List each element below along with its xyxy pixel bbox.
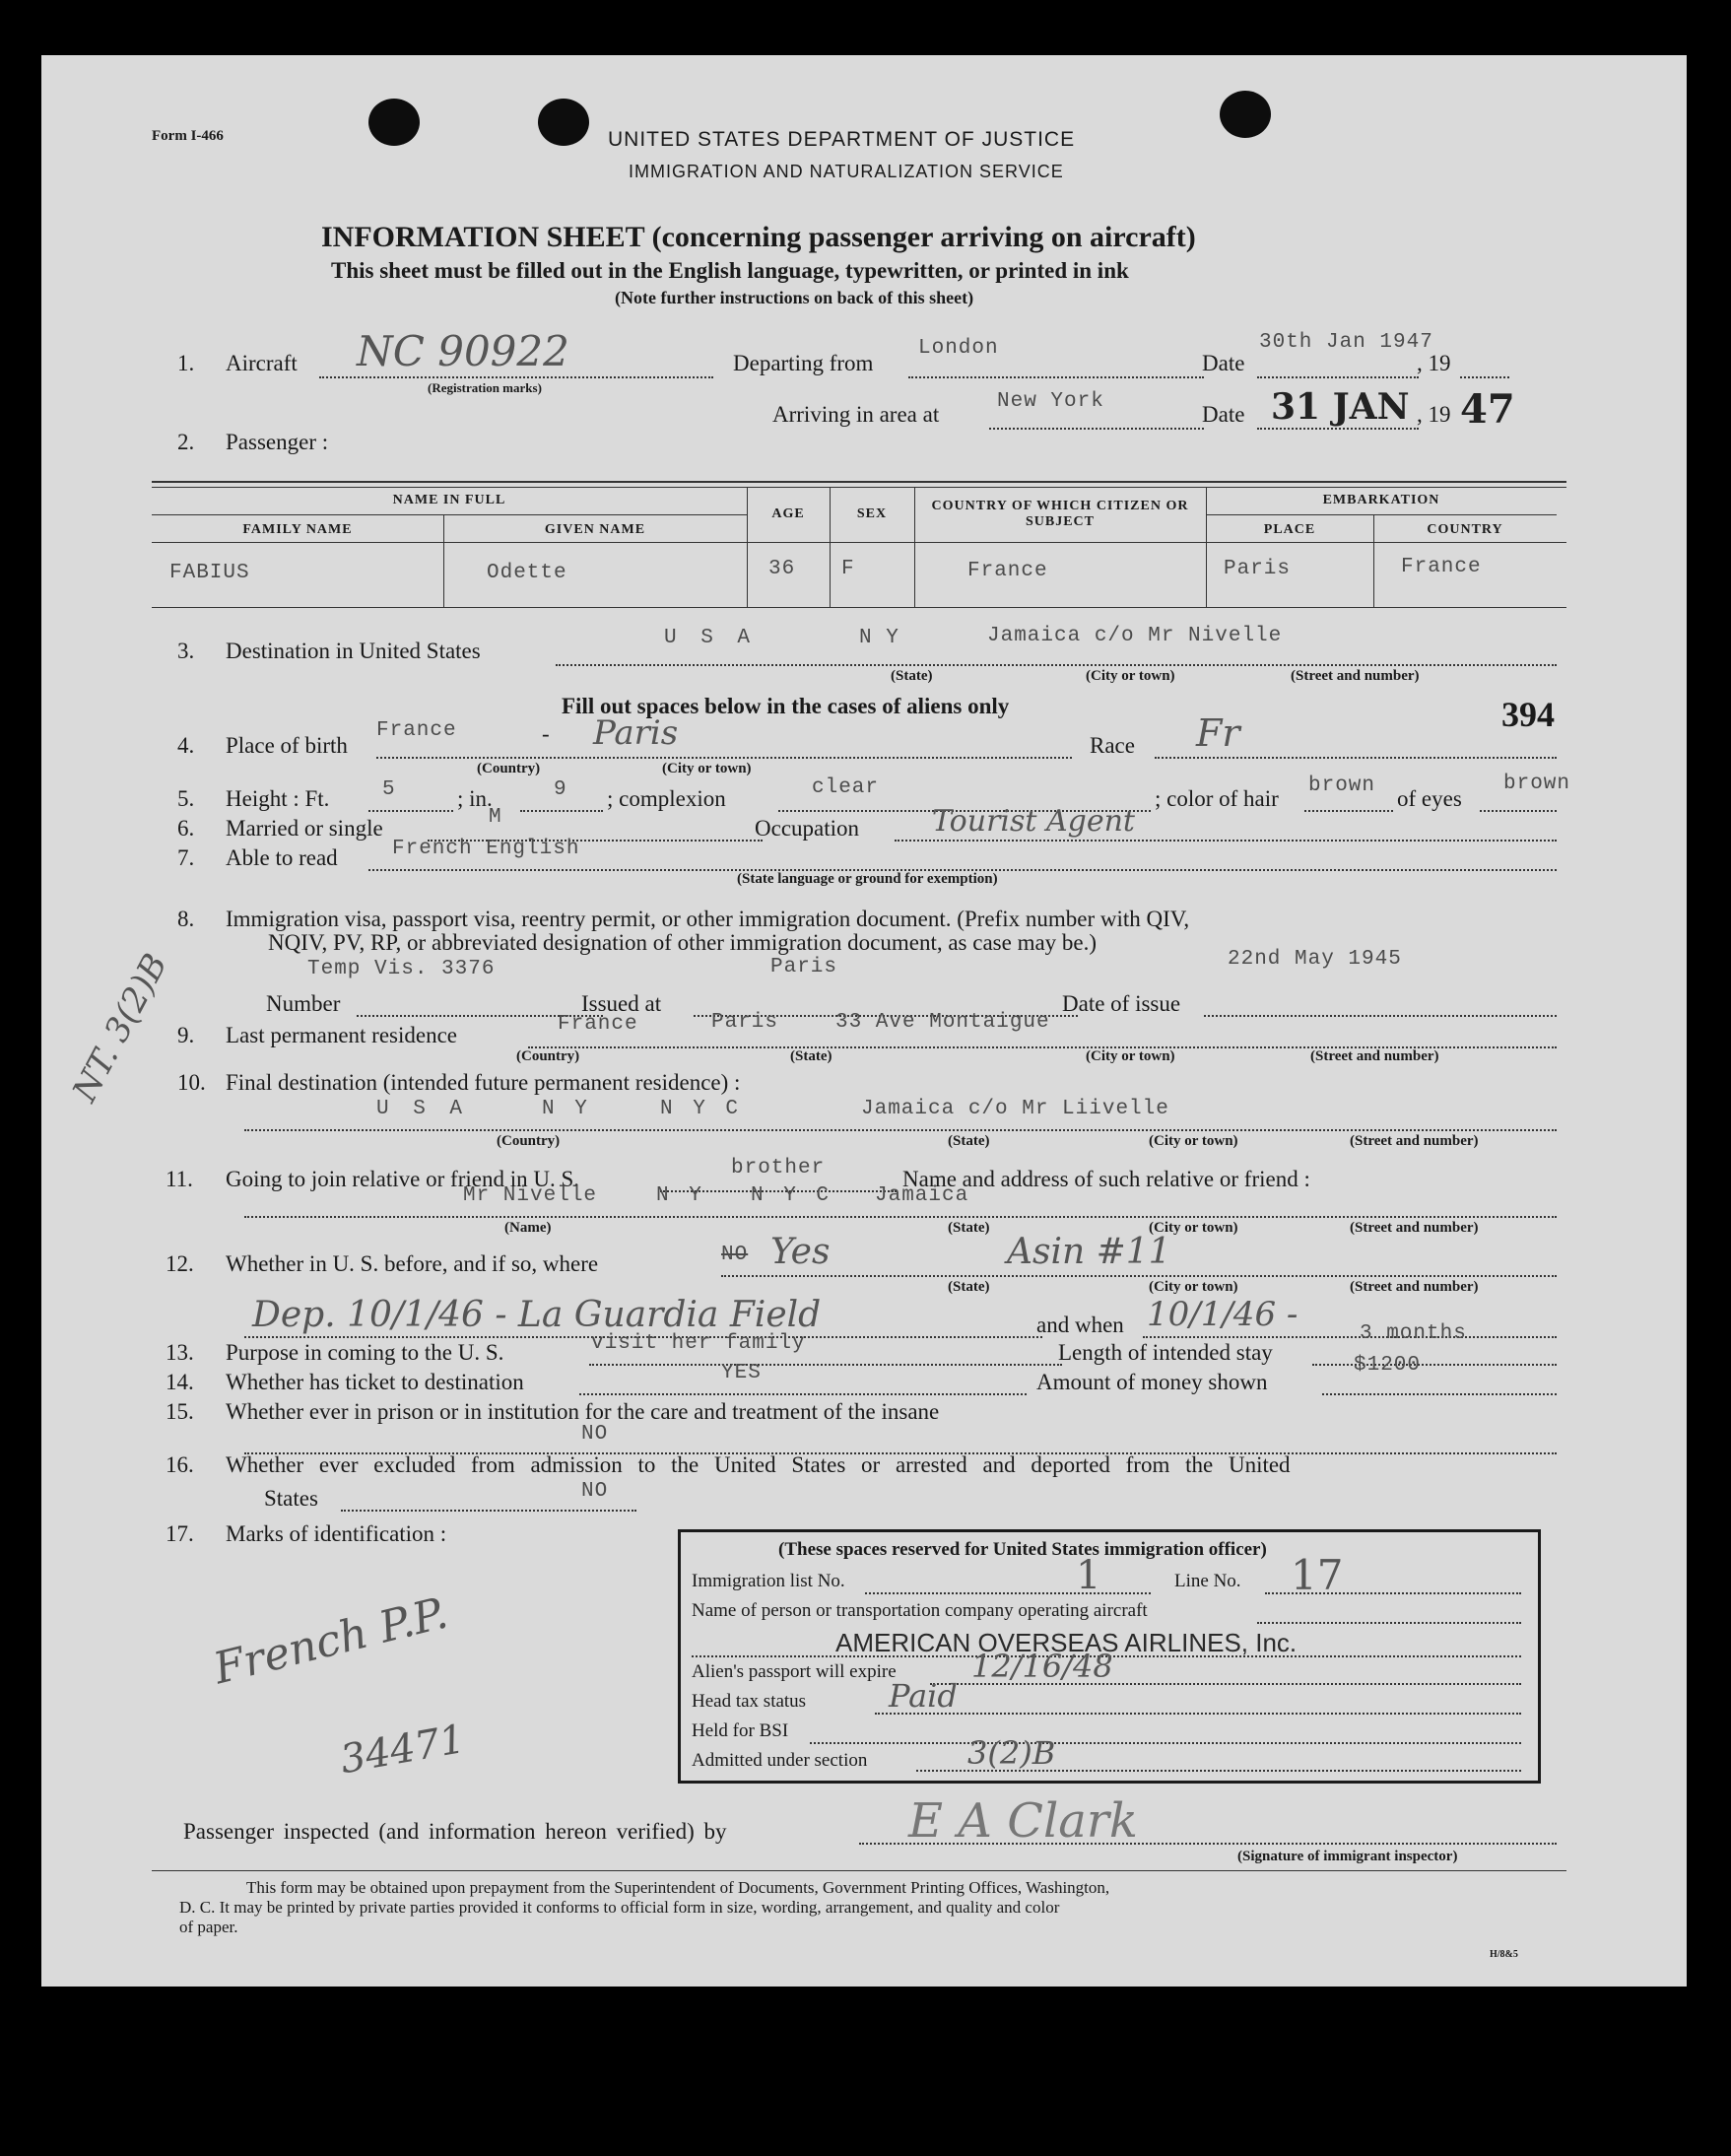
- caption: (Name): [504, 1220, 552, 1236]
- inches-label: ; in.: [457, 786, 493, 811]
- date-of-issue-label: Date of issue: [1062, 991, 1181, 1016]
- department-name: UNITED STATES DEPARTMENT OF JUSTICE: [608, 128, 1076, 151]
- purpose-label: Purpose in coming to the U. S.: [226, 1340, 504, 1365]
- departure-date-value: 30th Jan 1947: [1259, 331, 1433, 354]
- when-label: and when: [1036, 1313, 1124, 1337]
- headtax-label: Head tax status: [692, 1691, 807, 1712]
- dash: -: [542, 721, 550, 746]
- relation-value: brother: [731, 1157, 826, 1179]
- item-number: 11.: [166, 1167, 193, 1191]
- departing-value: London: [918, 337, 999, 360]
- previous-visit-label: Whether in U. S. before, and if so, where: [226, 1251, 599, 1276]
- date-label: Date: [1202, 351, 1245, 375]
- money-label: Amount of money shown: [1036, 1370, 1268, 1394]
- document-instruction: NQIV, PV, RP, or abbreviated designation of other immigration document, as case may be.): [268, 930, 1098, 955]
- caption: (Street and number): [1310, 1048, 1439, 1064]
- height-ft-value: 5: [382, 778, 396, 801]
- item-number: 13.: [166, 1340, 194, 1365]
- purpose-value: visit her family: [591, 1332, 806, 1355]
- document-issued-value: Paris: [770, 956, 838, 978]
- stay-value: 3 months: [1360, 1322, 1467, 1345]
- identification-handwritten-1: French P.P.: [209, 1587, 453, 1695]
- note-text: (Note further instructions on back of this sheet): [615, 288, 974, 307]
- hair-value: brown: [1308, 775, 1376, 797]
- caption: (City or town): [1149, 1279, 1238, 1295]
- excluded-label: Whether ever excluded from admission to the United States or arrested and deported from the United: [226, 1452, 1291, 1477]
- instruction-text: This sheet must be filled out in the English language, typewritten, or printed in ink: [331, 258, 1129, 283]
- previous-visit-typed-value: NO: [721, 1244, 749, 1266]
- previous-visit-handwritten-value: Yes: [770, 1232, 831, 1272]
- stamp-number: 394: [1501, 695, 1555, 734]
- page-title: INFORMATION SHEET (concerning passenger arriving on aircraft): [321, 221, 1196, 253]
- age-value: 36: [768, 558, 796, 580]
- embarkation-country-value: France: [1401, 556, 1482, 578]
- money-value: $1200: [1354, 1354, 1422, 1377]
- final-state-value: N Y: [542, 1098, 591, 1120]
- item-number: 1.: [177, 351, 195, 375]
- sex-value: F: [841, 558, 855, 580]
- destination-street-value: Jamaica c/o Mr Nivelle: [987, 625, 1283, 647]
- family-name-value: FABIUS: [169, 562, 250, 584]
- caption: (State language or ground for exemption): [737, 871, 998, 887]
- given-name-header: GIVEN NAME: [544, 522, 646, 537]
- caption: (Country): [516, 1048, 580, 1064]
- caption: (Country): [477, 761, 541, 776]
- height-in-value: 9: [554, 778, 567, 801]
- footer-text: of paper.: [179, 1918, 238, 1936]
- arriving-value: New York: [997, 390, 1104, 413]
- year-prefix: , 19: [1417, 402, 1451, 427]
- excluded-value: NO: [581, 1480, 609, 1503]
- final-destination-label: Final destination (intended future permanent residence) :: [226, 1070, 741, 1095]
- residence-state-value: Paris: [711, 1011, 779, 1034]
- embarkation-place-value: Paris: [1224, 558, 1292, 580]
- caption: (State): [790, 1048, 832, 1064]
- race-label: Race: [1090, 733, 1135, 758]
- final-city-value: N Y C: [660, 1098, 743, 1120]
- caption: (City or town): [1086, 668, 1175, 684]
- eyes-label: of eyes: [1397, 786, 1462, 811]
- arrival-year-value: 47: [1460, 386, 1515, 433]
- item-number: 14.: [166, 1370, 194, 1394]
- hair-label: ; color of hair: [1155, 786, 1279, 811]
- item-number: 8.: [177, 907, 195, 931]
- when-value: 10/1/46 -: [1147, 1295, 1298, 1334]
- item-number: 3.: [177, 639, 195, 663]
- caption: (City or town): [662, 761, 752, 776]
- line-value: 17: [1291, 1551, 1344, 1599]
- residence-street-value: 33 Ave Montaigue: [835, 1011, 1050, 1034]
- stay-label: Length of intended stay: [1058, 1340, 1273, 1365]
- place-header: PLACE: [1263, 522, 1316, 537]
- caption: (City or town): [1149, 1220, 1238, 1236]
- citizen-value: France: [967, 560, 1048, 582]
- prison-label: Whether ever in prison or in institution for the care and treatment of the insane: [226, 1399, 940, 1424]
- caption: (Street and number): [1350, 1279, 1479, 1295]
- item-number: 16.: [166, 1452, 194, 1477]
- departing-label: Departing from: [733, 351, 874, 375]
- arrival-date-value: 31 JAN: [1271, 386, 1410, 428]
- footer-text: This form may be obtained upon prepayment from the Superintendent of Documents, Government Printing Offices, Washington,: [246, 1878, 1110, 1897]
- sex-header: SEX: [856, 506, 888, 521]
- identification-label: Marks of identification :: [226, 1521, 447, 1546]
- company-value: AMERICAN OVERSEAS AIRLINES, Inc.: [835, 1628, 1298, 1657]
- married-value: M: [489, 806, 502, 829]
- document-date-value: 22nd May 1945: [1228, 948, 1402, 971]
- read-label: Able to read: [226, 845, 338, 870]
- footer-code: H/8&5: [1490, 1949, 1518, 1960]
- destination-label: Destination in United States: [226, 639, 481, 663]
- ticket-value: YES: [721, 1362, 762, 1384]
- date-label: Date: [1202, 402, 1245, 427]
- caption: (City or town): [1086, 1048, 1175, 1064]
- form-sheet: [41, 55, 1687, 1987]
- join-relative-label: Going to join relative or friend in U. S.: [226, 1167, 579, 1191]
- service-name: IMMIGRATION AND NATURALIZATION SERVICE: [629, 162, 1064, 181]
- item-number: 17.: [166, 1521, 194, 1546]
- caption: (State): [948, 1279, 990, 1295]
- ticket-label: Whether has ticket to destination: [226, 1370, 524, 1394]
- line-label: Line No.: [1174, 1571, 1241, 1591]
- eyes-value: brown: [1503, 773, 1571, 795]
- birth-country-value: France: [376, 719, 457, 742]
- punch-hole: [538, 99, 589, 146]
- caption: (Country): [497, 1133, 561, 1149]
- item-number: 10.: [177, 1070, 206, 1095]
- age-header: AGE: [771, 506, 805, 521]
- margin-note: NT. 3(2)B: [65, 947, 176, 1109]
- previous-visit-location-value: Asin #11: [1007, 1232, 1171, 1272]
- item-number: 7.: [177, 845, 195, 870]
- signature-caption: (Signature of immigrant inspector): [1237, 1849, 1458, 1864]
- caption: (Street and number): [1291, 668, 1420, 684]
- caption: (Street and number): [1350, 1220, 1479, 1236]
- number-label: Number: [266, 991, 341, 1016]
- passport-label: Alien's passport will expire: [692, 1661, 897, 1682]
- inspection-label: Passenger inspected (and information hereon verified) by: [183, 1819, 727, 1844]
- item-number: 15.: [166, 1399, 194, 1424]
- item-number: 2.: [177, 430, 195, 454]
- item-number: 4.: [177, 733, 195, 758]
- final-country-value: U S A: [376, 1098, 469, 1120]
- caption: (City or town): [1149, 1133, 1238, 1149]
- birth-city-value: Paris: [593, 713, 679, 753]
- item-number: 12.: [166, 1251, 194, 1276]
- read-value: French English: [392, 838, 580, 860]
- section-value: 3(2)B: [967, 1734, 1056, 1772]
- document-number-value: Temp Vis. 3376: [307, 958, 496, 980]
- race-value: Fr: [1196, 711, 1240, 755]
- married-label: Married or single: [226, 816, 383, 841]
- punch-hole: [1220, 91, 1271, 138]
- footer-text: D. C. It may be printed by private parties provided it conforms to official form in size, wording, arrangement, and quality and color: [179, 1898, 1060, 1917]
- passport-value: 12/16/48: [971, 1648, 1113, 1685]
- relative-city-value: N Y C: [751, 1184, 833, 1207]
- final-street-value: Jamaica c/o Mr Liivelle: [861, 1098, 1169, 1120]
- issued-label: Issued at: [581, 991, 662, 1016]
- given-name-value: Odette: [487, 562, 567, 584]
- height-label: Height : Ft.: [226, 786, 330, 811]
- citizen-header: COUNTRY OF WHICH CITIZEN OR SUBJECT: [931, 499, 1189, 529]
- inspector-signature: E A Clark: [908, 1793, 1138, 1849]
- year-prefix: , 19: [1417, 351, 1451, 375]
- arriving-label: Arriving in area at: [772, 402, 940, 427]
- excluded-label-cont: States: [264, 1486, 318, 1511]
- occupation-value: Tourist Agent: [932, 804, 1135, 839]
- form-number: Form I-466: [152, 128, 224, 144]
- bsi-label: Held for BSI: [692, 1720, 789, 1741]
- birthplace-label: Place of birth: [226, 733, 348, 758]
- occupation-label: Occupation: [755, 816, 860, 841]
- destination-state-value: U S A: [664, 627, 757, 649]
- destination-city-value: N Y: [859, 627, 899, 649]
- aliens-section-header: Fill out spaces below in the cases of aliens only: [562, 694, 1010, 718]
- headtax-value: Paid: [889, 1677, 958, 1715]
- caption: (Street and number): [1350, 1133, 1479, 1149]
- relative-name-value: Mr Nivelle: [463, 1184, 598, 1207]
- item-number: 5.: [177, 786, 195, 811]
- item-number: 6.: [177, 816, 195, 841]
- complexion-value: clear: [812, 776, 880, 799]
- list-label: Immigration list No.: [692, 1571, 845, 1591]
- aircraft-value: NC 90922: [357, 327, 569, 375]
- passenger-label: Passenger :: [226, 430, 329, 454]
- caption: (State): [948, 1220, 990, 1236]
- name-in-full-header: NAME IN FULL: [392, 493, 506, 507]
- identification-handwritten-2: 34471: [337, 1716, 469, 1784]
- caption: (State): [948, 1133, 990, 1149]
- prison-value: NO: [581, 1423, 609, 1446]
- document-instruction: Immigration visa, passport visa, reentry permit, or other immigration document. (Prefix number with QIV,: [226, 907, 1190, 931]
- complexion-label: ; complexion: [607, 786, 726, 811]
- residence-country-value: France: [558, 1013, 638, 1036]
- aircraft-label: Aircraft: [226, 351, 298, 375]
- embarkation-header: EMBARKATION: [1322, 493, 1440, 507]
- family-name-header: FAMILY NAME: [242, 522, 353, 537]
- country-header: COUNTRY: [1427, 522, 1503, 537]
- residence-label: Last permanent residence: [226, 1023, 457, 1047]
- officer-box-title: (These spaces reserved for United States immigration officer): [778, 1539, 1267, 1560]
- relative-state-value: N Y: [656, 1184, 705, 1207]
- departure-note-value: Dep. 10/1/46 - La Guardia Field: [252, 1295, 822, 1335]
- list-value: 1: [1076, 1553, 1101, 1598]
- caption: (State): [891, 668, 933, 684]
- section-label: Admitted under section: [692, 1750, 868, 1771]
- relative-street-value: Jamaica: [875, 1184, 969, 1207]
- punch-hole: [368, 99, 420, 146]
- item-number: 9.: [177, 1023, 195, 1047]
- registration-caption: (Registration marks): [428, 380, 542, 395]
- relative-name-label: Name and address of such relative or friend :: [902, 1167, 1310, 1191]
- company-label: Name of person or transportation company operating aircraft: [692, 1600, 1148, 1621]
